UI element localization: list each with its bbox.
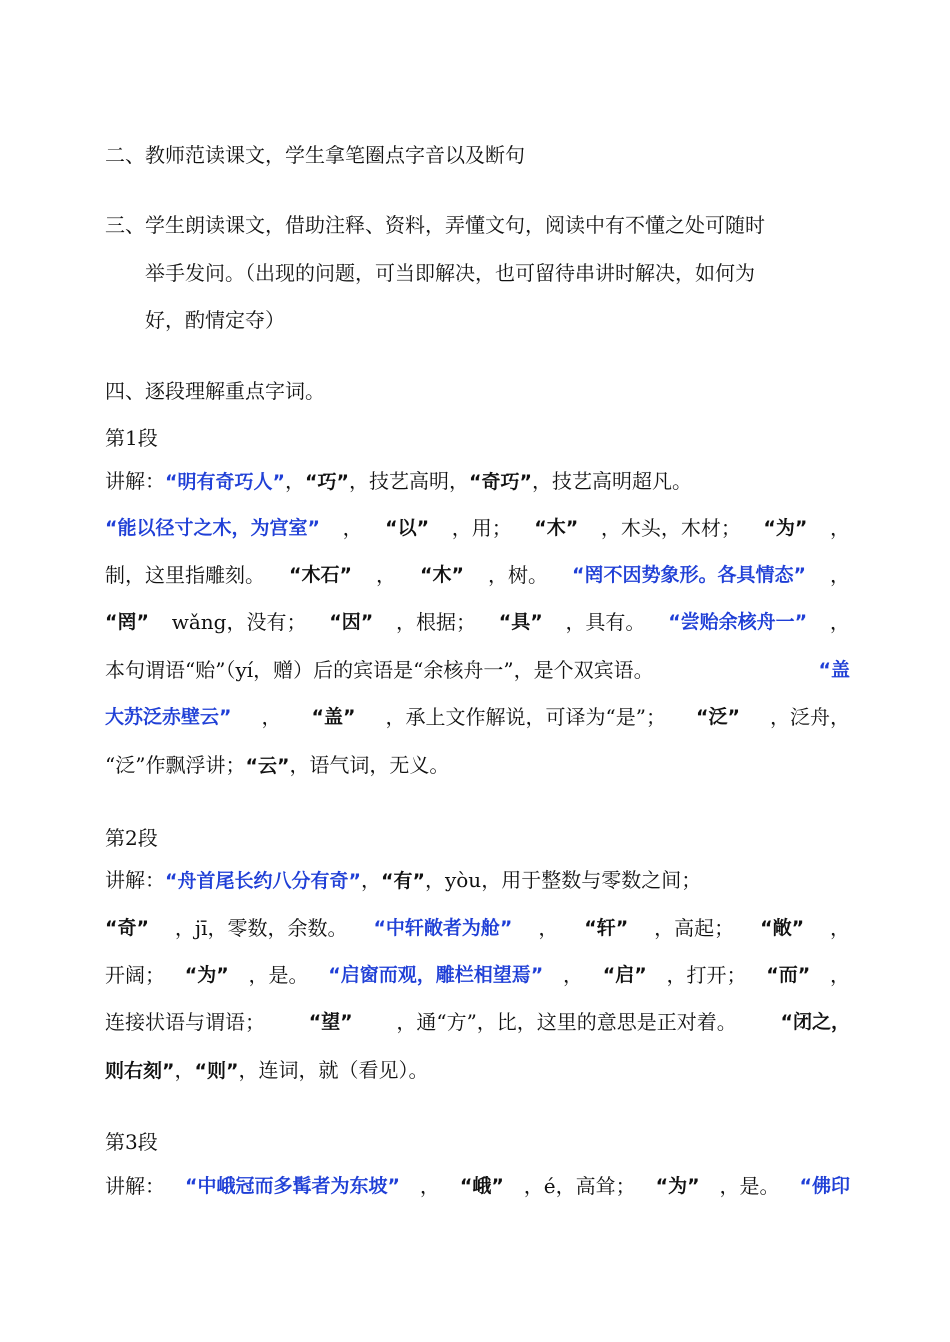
step-three-line-1: 三、学生朗读课文，借助注释、资料，弄懂文句，阅读中有不懂之处可随时 [105, 213, 765, 237]
p1-line-5: 本句谓语“贻”（yí，赠）后的宾语是“余核舟一”，是个双宾语。 “盖 [105, 658, 850, 682]
p2-line-2: “奇” ，jī，零数，余数。 “中轩敞者为舱” ， “轩” ，高起； “敞” ， [105, 916, 850, 940]
p1-line-4: “罔” wǎng，没有； “因” ，根据； “具” ，具有。 “尝贻余核舟一” ， [105, 610, 850, 634]
p1-line-6: 大苏泛赤壁云” ， “盖” ，承上文作解说，可译为“是”； “泛” ，泛舟， [105, 705, 850, 729]
step-three-line-2: 举手发问。（出现的问题，可当即解决，也可留待串讲时解决，如何为 [145, 261, 755, 285]
p1-line-7: “泛”作飘浮讲；“云”，语气词，无义。 [105, 753, 450, 777]
p1-line-3: 制，这里指雕刻。 “木石” ， “木” ，树。 “罔不因势象形。各具情态” ， [105, 563, 850, 587]
section-heading-1: 第1段 [105, 426, 158, 450]
step-two: 二、教师范读课文，学生拿笔圈点字音以及断句 [105, 143, 525, 167]
p1-line-1: 讲解：“明有奇巧人”，“巧”，技艺高明，“奇巧”，技艺高明超凡。 [105, 469, 692, 493]
step-four: 四、逐段理解重点字词。 [105, 379, 325, 403]
p3-line-1: 讲解： “中峨冠而多髯者为东坡” ， “峨” ，é，高耸； “为” ，是。 “佛印 [105, 1174, 850, 1198]
p2-line-1: 讲解：“舟首尾长约八分有奇”，“有”，yòu，用于整数与零数之间； [105, 868, 702, 892]
p2-line-5: 则右刻”，“则”，连词，就（看见）。 [105, 1058, 429, 1082]
p1-line-2: “能以径寸之木，为宫室” ， “以” ，用； “木” ，木头，木材； “为” ， [105, 516, 850, 540]
section-heading-3: 第3段 [105, 1130, 158, 1154]
p2-line-4: 连接状语与谓语； “望” ，通“方”，比，这里的意思是正对着。 “闭之， [105, 1010, 850, 1034]
step-three-line-3: 好，酌情定夺） [145, 308, 285, 332]
p2-line-3: 开阔； “为” ，是。 “启窗而观，雕栏相望焉” ， “启” ，打开； “而” ， [105, 963, 850, 987]
section-heading-2: 第2段 [105, 826, 158, 850]
